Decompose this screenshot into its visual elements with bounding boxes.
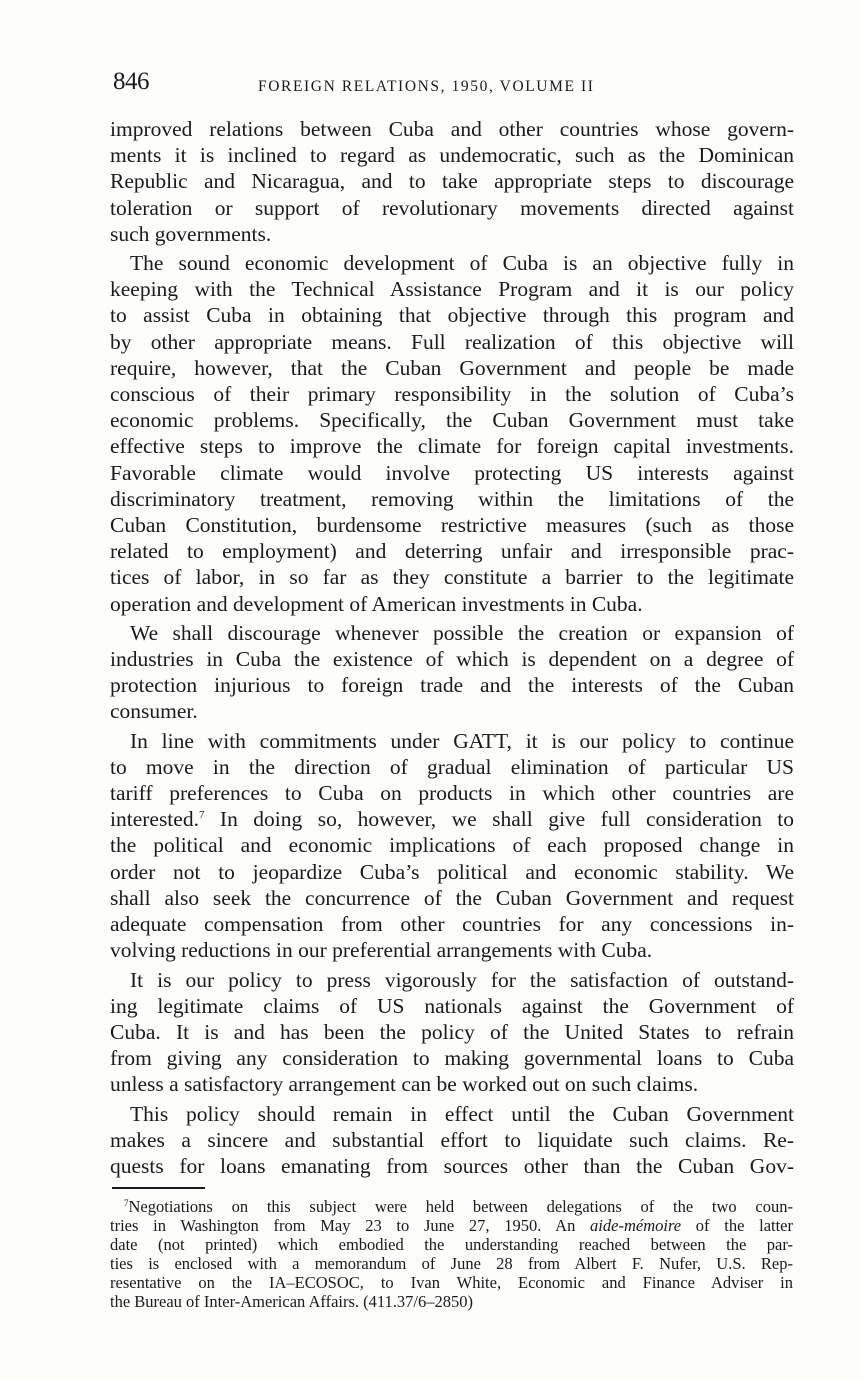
text-line: It is our policy to press vigorously for the satisfaction of outstand-	[130, 967, 794, 992]
text-line: ments it is inclined to regard as undemocratic, such as the Dominican	[110, 143, 794, 168]
footnote-7	[110, 1197, 793, 1311]
footnote-separator-rule	[112, 1187, 205, 1189]
text-line: economic problems. Specifically, the Cuban Government must take	[110, 408, 794, 433]
paragraph-economic-development	[110, 250, 794, 617]
running-head: FOREIGN RELATIONS, 1950, VOLUME II	[258, 78, 595, 95]
text-fragment: Negotiations on this subject were held between delegations of the two coun-	[128, 1197, 793, 1216]
footnote-line: ties is enclosed with a memorandum of June 28 from Albert F. Nufer, U.S. Rep-	[110, 1254, 793, 1273]
text-line: ing legitimate claims of US nationals against the Government of	[110, 993, 794, 1018]
text-line: toleration or support of revolutionary movements directed against	[110, 195, 794, 220]
paragraph-claims	[110, 967, 794, 1098]
text-line: consumer.	[110, 699, 198, 724]
text-line: order not to jeopardize Cuba’s political and economic stability. We	[110, 859, 794, 884]
text-fragment: interested.	[110, 807, 199, 832]
footnote-line: the Bureau of Inter-American Affairs. (411.37/6–2850)	[110, 1292, 474, 1311]
text-line: from giving any consideration to making governmental loans to Cuba	[110, 1046, 794, 1071]
text-line: Cuba. It is and has been the policy of the United States to refrain	[110, 1019, 794, 1044]
text-line: protection injurious to foreign trade and the interests of the Cuban	[110, 673, 794, 698]
text-line: The sound economic development of Cuba is an objective fully in	[130, 251, 794, 276]
paragraph-policy-effect	[110, 1101, 794, 1180]
text-line: In line with commitments under GATT, it is our policy to continue	[130, 728, 794, 753]
text-line: Republic and Nicaragua, and to take appropriate steps to discourage	[110, 169, 794, 194]
text-line: discriminatory treatment, removing within the limitations of the	[110, 486, 794, 511]
text-line: conscious of their primary responsibility in the solution of Cuba’s	[110, 382, 794, 407]
footnote-line: resentative on the IA–ECOSOC, to Ivan White, Economic and Finance Adviser in	[110, 1273, 793, 1292]
text-line: industries in Cuba the existence of which is dependent on a degree of	[110, 647, 794, 672]
text-line: quests for loans emanating from sources other than the Cuban Gov-	[110, 1153, 794, 1178]
footnote-reference[interactable]: 7	[198, 809, 205, 822]
text-line: tariff preferences to Cuba on products in which other countries are	[110, 781, 794, 806]
text-line: unless a satisfactory arrangement can be worked out on such claims.	[110, 1072, 699, 1097]
text-line: makes a sincere and substantial effort to liquidate such claims. Re-	[110, 1127, 794, 1152]
text-line: We shall discourage whenever possible the creation or expansion of	[130, 620, 794, 645]
text-line: require, however, that the Cuban Government and people be made	[110, 355, 794, 380]
text-line: such governments.	[110, 221, 272, 246]
body-text	[110, 116, 794, 1182]
text-line: to assist Cuba in obtaining that objective through this program and	[110, 303, 794, 328]
text-fragment: tries in Washington from May 23 to June 27, 1950. An	[110, 1216, 591, 1235]
text-line: the political and economic implications of each proposed change in	[110, 833, 794, 858]
text-line: Cuban Constitution, burdensome restrictive measures (such as those	[110, 513, 794, 538]
text-line: adequate compensation from other countries for any concessions in-	[110, 912, 794, 937]
paragraph-continuation	[110, 116, 794, 247]
text-line: tices of labor, in so far as they constitute a barrier to the legitimate	[110, 565, 794, 590]
text-line: This policy should remain in effect until the Cuban Government	[130, 1101, 794, 1126]
text-line-with-footnote-ref	[110, 806, 794, 832]
paragraph-industries	[110, 620, 794, 725]
text-line: improved relations between Cuba and other countries whose govern-	[110, 117, 794, 141]
italic-term: aide-mémoire	[590, 1216, 682, 1235]
footnote-marker: 7	[124, 1198, 129, 1208]
text-line: keeping with the Technical Assistance Program and it is our policy	[110, 277, 794, 302]
footnote-line: date (not printed) which embodied the understanding reached between the par-	[110, 1235, 793, 1254]
text-line: to move in the direction of gradual elimination of particular US	[110, 754, 794, 779]
text-line: operation and development of American investments in Cuba.	[110, 591, 643, 616]
text-fragment: In doing so, however, we shall give full consideration to	[204, 807, 794, 832]
footnote-line	[110, 1197, 793, 1216]
text-line: effective steps to improve the climate for foreign capital investments.	[110, 434, 794, 459]
page-number: 846	[113, 68, 149, 95]
text-line: Favorable climate would involve protecting US interests against	[110, 460, 794, 485]
text-fragment: of the latter	[681, 1216, 793, 1235]
paragraph-gatt	[110, 728, 794, 964]
text-line: volving reductions in our preferential arrangements with Cuba.	[110, 938, 653, 963]
text-line: by other appropriate means. Full realization of this objective will	[110, 329, 794, 354]
text-line: shall also seek the concurrence of the Cuban Government and request	[110, 885, 794, 910]
footnote-line	[110, 1216, 793, 1235]
text-line: related to employment) and deterring unfair and irresponsible prac-	[110, 539, 794, 564]
